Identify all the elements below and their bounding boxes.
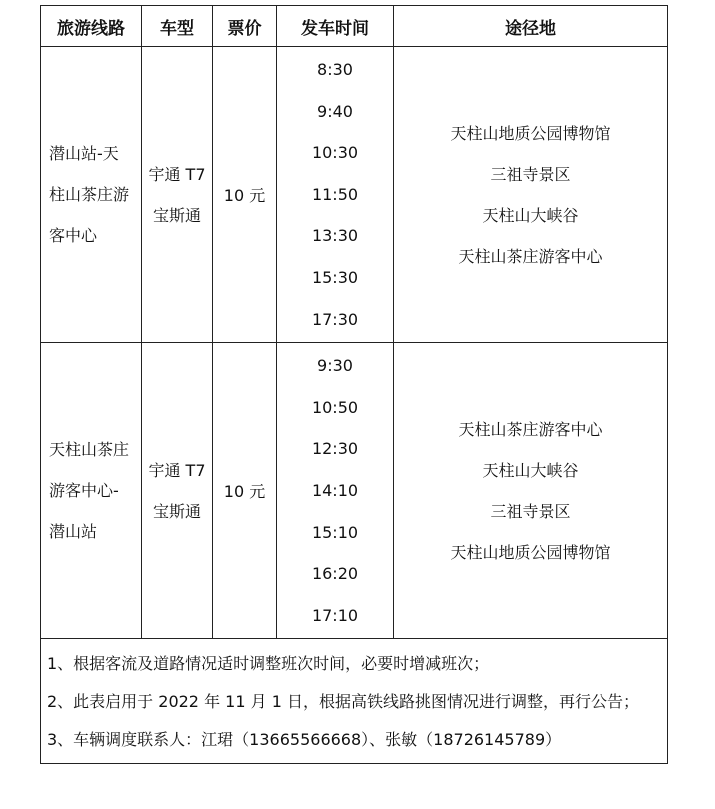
note-item: 3、车辆调度联系人：江珺（13665566668）、张敏（18726145789） [47, 730, 562, 750]
notes-cell [41, 639, 668, 764]
departure-time: 12:30 [311, 439, 359, 459]
times-cell [277, 47, 394, 343]
fare-cell: 10 元 [213, 47, 277, 343]
route-name: 天柱山茶庄游客中心-潜山站 [49, 440, 130, 542]
stop-name: 三祖寺景区 [490, 164, 571, 184]
notes-row [41, 639, 668, 764]
stop-name: 三祖寺景区 [490, 501, 571, 521]
departure-time: 10:50 [311, 397, 359, 417]
stop-name: 天柱山大峡谷 [482, 460, 579, 480]
stop-name: 天柱山大峡谷 [482, 205, 579, 225]
header-route: 旅游线路 [41, 6, 142, 47]
bus-type-cell [142, 47, 213, 343]
stops-cell [394, 343, 668, 639]
stops-cell [394, 47, 668, 343]
note-item: 2、此表启用于 2022 年 11 月 1 日，根据高铁线路挑图情况进行调整，再行公告； [47, 692, 639, 712]
header-fare: 票价 [213, 6, 277, 47]
stop-name: 天柱山地质公园博物馆 [450, 123, 611, 143]
bus-type-line: 宇通 T7 [148, 164, 206, 184]
bus-schedule-table [40, 5, 668, 764]
departure-time: 16:20 [311, 564, 359, 584]
route-name: 潜山站-天柱山茶庄游客中心 [49, 144, 130, 246]
bus-type-line: 宝斯通 [152, 501, 201, 521]
stop-name: 天柱山茶庄游客中心 [458, 419, 603, 439]
header-departure: 发车时间 [277, 6, 394, 47]
stop-name: 天柱山地质公园博物馆 [450, 542, 611, 562]
departure-time: 15:10 [311, 522, 359, 542]
bus-type-line: 宝斯通 [152, 205, 201, 225]
departure-time: 14:10 [311, 480, 359, 500]
table-row [41, 47, 668, 343]
table-row [41, 343, 668, 639]
departure-time: 17:30 [311, 309, 359, 329]
route-cell [41, 47, 142, 343]
stop-name: 天柱山茶庄游客中心 [458, 246, 603, 266]
note-item: 1、根据客流及道路情况适时调整班次时间，必要时增减班次； [47, 654, 490, 674]
departure-time: 8:30 [317, 60, 353, 79]
table-header-row [41, 6, 668, 47]
departure-time: 9:40 [317, 101, 353, 121]
departure-time: 13:30 [311, 226, 359, 246]
route-cell [41, 343, 142, 639]
bus-type-cell [142, 343, 213, 639]
header-bus-type: 车型 [142, 6, 213, 47]
header-stops: 途径地 [394, 6, 668, 47]
times-cell [277, 343, 394, 639]
departure-time: 17:10 [311, 605, 359, 625]
departure-time: 15:30 [311, 267, 359, 287]
fare-cell: 10 元 [213, 343, 277, 639]
bus-type-line: 宇通 T7 [148, 460, 206, 480]
departure-time: 9:30 [317, 356, 353, 376]
departure-time: 11:50 [311, 184, 359, 204]
departure-time: 10:30 [311, 143, 359, 163]
